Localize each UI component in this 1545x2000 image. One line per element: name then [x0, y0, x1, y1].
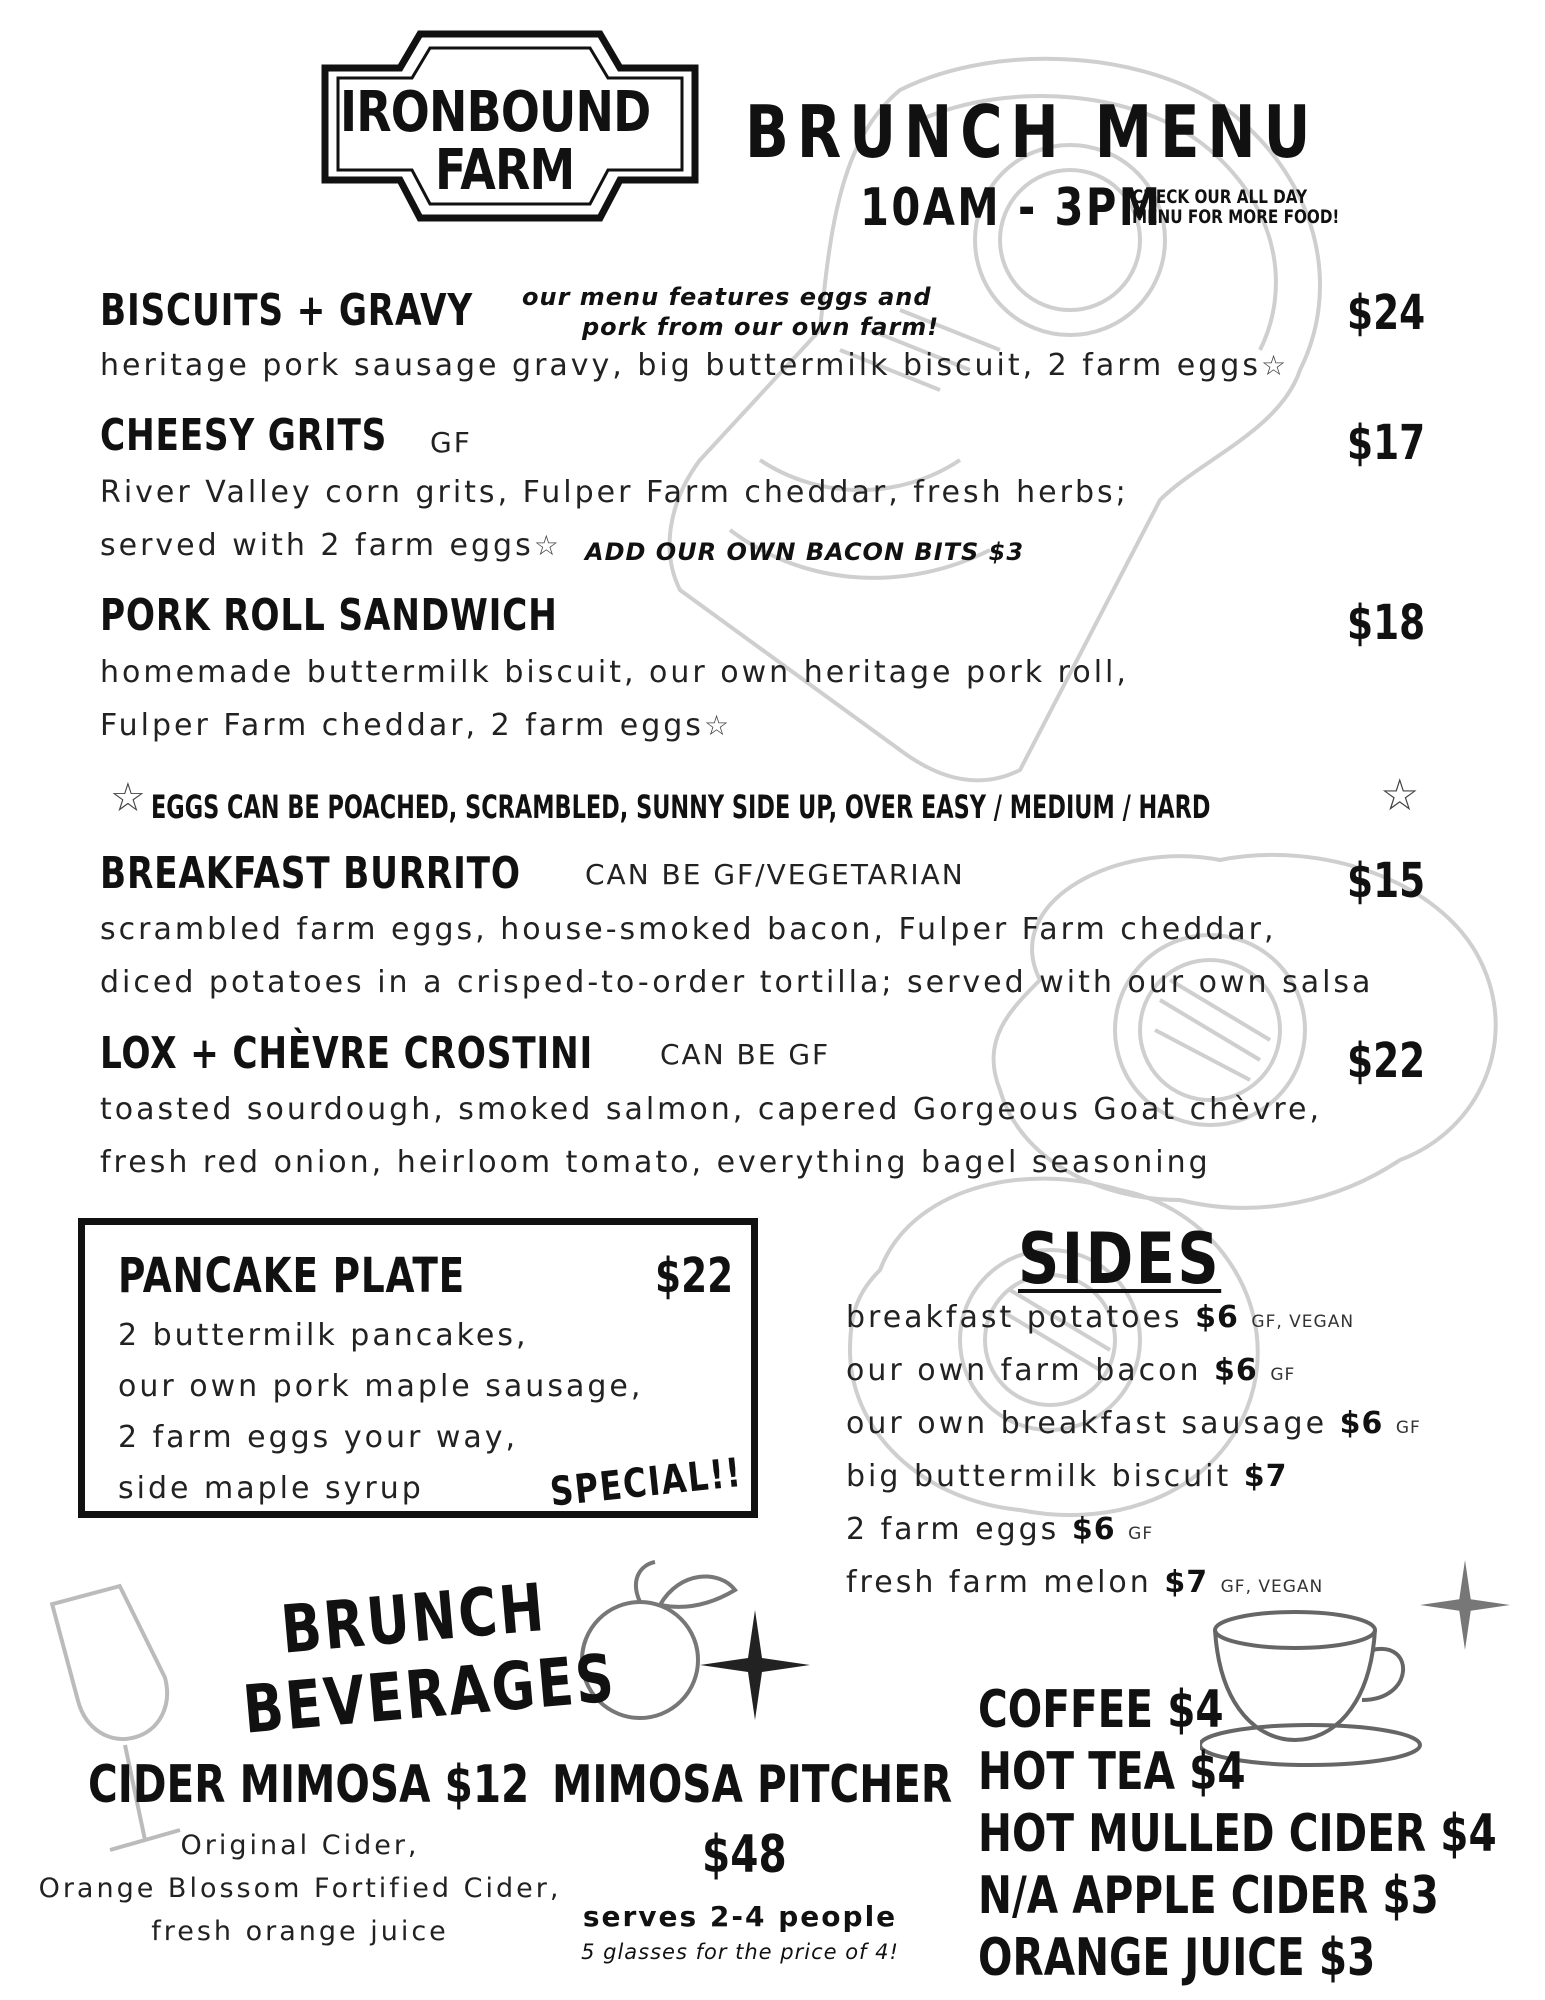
side-item: our own farm bacon $6 GF [846, 1353, 1296, 1388]
item-desc-porkroll-2: Fulper Farm cheddar, 2 farm eggs☆ [100, 708, 733, 743]
item-desc-burrito-1: scrambled farm eggs, house-smoked bacon, Fulper Farm cheddar, [100, 912, 1277, 947]
item-desc-biscuits: heritage pork sausage gravy, big buttermilk biscuit, 2 farm eggs☆ [100, 348, 1290, 383]
star-icon: ☆ [1380, 770, 1420, 821]
side-item: 2 farm eggs $6 GF [846, 1512, 1154, 1547]
mimosa-pitcher-name: MIMOSA PITCHER [552, 1755, 953, 1815]
beverages-title-line1: BRUNCH [278, 1568, 550, 1669]
all-day-note-line1: CHECK OUR ALL DAY [1132, 186, 1308, 208]
all-day-note-line2: MENU FOR MORE FOOD! [1132, 206, 1340, 228]
item-tag-grits: GF [430, 426, 472, 459]
star-icon: ☆ [533, 529, 562, 562]
sides-list [846, 1300, 1421, 1618]
star-icon: ☆ [703, 709, 733, 742]
drink-item: HOT TEA $4 [978, 1742, 1246, 1802]
logo-line1: IRONBOUND [340, 80, 651, 145]
item-tag-lox: CAN BE GF [660, 1038, 831, 1071]
item-price-lox: $22 [1346, 1033, 1425, 1089]
item-desc-burrito-2: diced potatoes in a crisped-to-order tortilla; served with our own salsa [100, 965, 1374, 1000]
mimosa-pitcher-serves: serves 2-4 people [582, 1900, 898, 1933]
item-name-porkroll: PORK ROLL SANDWICH [100, 590, 558, 641]
sparkle-icon [700, 1610, 810, 1720]
item-name-biscuits: BISCUITS + GRAVY [100, 285, 473, 336]
side-item: fresh farm melon $7 GF, VEGAN [846, 1565, 1324, 1600]
pancake-desc-3: 2 farm eggs your way, [118, 1420, 519, 1455]
drink-item: COFFEE $4 [978, 1680, 1224, 1740]
item-desc-grits-2: served with 2 farm eggs☆ [100, 528, 562, 563]
pancake-desc-4: side maple syrup [118, 1471, 424, 1506]
champagne-glass-illustration [30, 1570, 230, 1870]
drink-item: ORANGE JUICE $3 [978, 1928, 1376, 1988]
item-name-lox: LOX + CHÈVRE CROSTINI [100, 1028, 594, 1079]
item-desc-lox-2: fresh red onion, heirloom tomato, everything bagel seasoning [100, 1145, 1211, 1180]
cider-mimosa-desc-1: Original Cider, [180, 1830, 420, 1861]
item-name-grits: CHEESY GRITS [100, 410, 388, 461]
pancake-price: $22 [654, 1248, 733, 1304]
item-price-grits: $17 [1346, 415, 1425, 471]
item-desc-grits-1: River Valley corn grits, Fulper Farm cheddar, fresh herbs; [100, 475, 1129, 510]
pancake-desc-1: 2 buttermilk pancakes, [118, 1318, 529, 1353]
star-icon: ☆ [1260, 349, 1290, 382]
item-tag-burrito: CAN BE GF/VEGETARIAN [585, 858, 965, 891]
item-price-biscuits: $24 [1346, 285, 1425, 341]
eggs-note: ☆ EGGS CAN BE POACHED, SCRAMBLED, SUNNY SIDE UP, OVER EASY / MEDIUM / HARD [110, 775, 1211, 826]
special-label: SPECIAL!! [548, 1449, 745, 1516]
item-price-burrito: $15 [1346, 853, 1425, 909]
promo-note-line2: pork from our own farm! [582, 313, 940, 341]
drink-item: N/A APPLE CIDER $3 [978, 1866, 1439, 1926]
drink-item: HOT MULLED CIDER $4 [978, 1804, 1497, 1864]
beverages-title-line2: BEVERAGES [240, 1639, 620, 1749]
item-price-porkroll: $18 [1346, 595, 1425, 651]
logo-line2: FARM [435, 138, 575, 203]
pancake-desc-2: our own pork maple sausage, [118, 1369, 644, 1404]
page-title: BRUNCH MENU [745, 90, 1319, 174]
egg-illustration [960, 840, 1520, 1260]
cider-mimosa-desc-2: Orange Blossom Fortified Cider, [38, 1873, 562, 1904]
item-desc-porkroll-1: homemade buttermilk biscuit, our own heritage pork roll, [100, 655, 1129, 690]
drink-list [978, 1680, 1545, 1990]
item-desc-lox-1: toasted sourdough, smoked salmon, capered Gorgeous Goat chèvre, [100, 1092, 1323, 1127]
cider-mimosa-name: CIDER MIMOSA $12 [88, 1755, 530, 1815]
promo-note-line1: our menu features eggs and [522, 283, 932, 311]
hours: 10AM - 3PM [860, 178, 1163, 238]
star-icon: ☆ [110, 775, 146, 821]
addon-bacon-bits: ADD OUR OWN BACON BITS $3 [585, 538, 1025, 566]
sparkle-icon [1420, 1560, 1510, 1650]
cider-mimosa-desc-3: fresh orange juice [151, 1916, 449, 1947]
side-item: breakfast potatoes $6 GF, VEGAN [846, 1300, 1355, 1335]
pancake-name: PANCAKE PLATE [118, 1248, 466, 1304]
side-item: our own breakfast sausage $6 GF [846, 1406, 1421, 1441]
mimosa-pitcher-deal: 5 glasses for the price of 4! [581, 1940, 899, 1964]
mimosa-pitcher-price: $48 [702, 1825, 787, 1885]
sides-title: SIDES [1018, 1218, 1222, 1300]
side-item: big buttermilk biscuit $7 [846, 1459, 1288, 1494]
item-name-burrito: BREAKFAST BURRITO [100, 848, 521, 899]
